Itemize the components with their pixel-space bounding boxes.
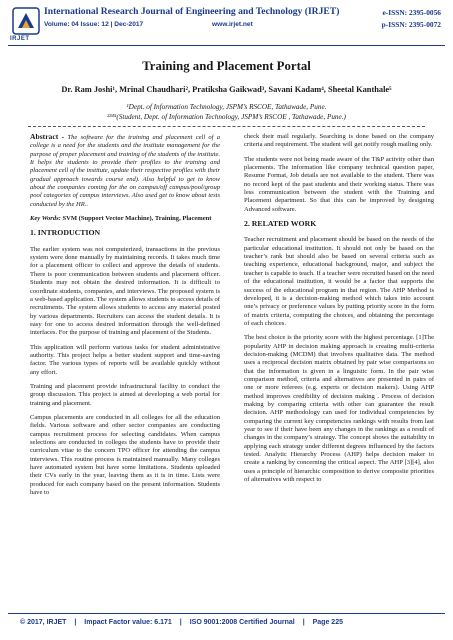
e-issn: e-ISSN: 2395-0056 <box>382 8 441 17</box>
footer-iso: ISO 9001:2008 Certified Journal <box>189 619 295 626</box>
keywords-label: Key Words: <box>30 215 61 223</box>
volume-issue: Volume: 04 Issue: 12 | Dec-2017 <box>44 21 144 28</box>
abstract <box>30 133 220 209</box>
section-heading-introduction: 1. INTRODUCTION <box>30 228 101 238</box>
footer-page-number: Page 225 <box>312 619 343 626</box>
intro-paragraph-5: The students were not being made aware of the T&P activity other than placements. The information like company technical question paper, Resume Format, Job details are not available to the student. There was no record kept of the past students and their working status. There was less communication between the student with the Training and Placement department. So that this can be improved by designing Advanced software. <box>244 155 434 213</box>
footer-divider-3: | <box>302 619 305 626</box>
related-paragraph-1: Teacher recruitment and placement should be based on the needs of the particular educational institution. It should not only be based on the teacher’s rank but should also be based on several criteria such as teaching experience, educational background, major, and subject the teacher is capable to teach. If a teacher were recruited based on the need of the educational institution, it would be a factor that supports the success of the educational program in that region. The AHP Method is developed, it is a decision-making method which takes into account one’s privacy or preference values by putting priority score in the form of matrix criteria, computing the choices, and obtaining the percentage of each choices. <box>244 236 434 327</box>
p-issn: p-ISSN: 2395-0072 <box>381 20 441 29</box>
footer-impact-factor: Impact Factor value: 6.171 <box>84 619 172 626</box>
affiliation-1: ¹Dept. of Information Technology, JSPM’s RSCOE, Tathawade, Pune. <box>126 103 327 111</box>
affiliation-2: ²³⁴⁵(Student, Dept. of Information Technology, JSPM’s RSCOE , Tathawade, Pune.) <box>107 113 346 121</box>
left-column <box>30 133 220 503</box>
irjet-logo <box>12 7 40 35</box>
intro-paragraph-4: Campus placements are conducted in all colleges for all the education fields. Various software and other sector companies are conducting campus recruitment process for selecting candidates. When campus selections are conducted in colleges the students have to provide their curriculum vitae to the concern TPO officer for attending the campus interviews. This routine process is maintained manually. Many colleges have automated system but have some limitations. Students uploaded their CVs early in the year, leaving them as it is in time. Lists were produced for each company based on the present information. Students have to <box>30 413 220 497</box>
section-heading-related-work: 2. RELATED WORK <box>244 219 317 229</box>
intro-paragraph-2: This application will perform various tasks for student administrative authority. This project helps a better student support and time-saving factor. The various types of reports will be available quickly without any effort. <box>30 343 220 376</box>
journal-header <box>0 0 453 46</box>
author-list: Dr. Ram Joshi¹, Mrinal Chaudhari², Pratiksha Gaikwad³, Savani Kadam⁴, Sheetal Kanthale⁵ <box>61 85 392 94</box>
header-divider <box>8 45 445 46</box>
footer-divider-1: | <box>74 619 77 626</box>
journal-title: International Research Journal of Engineering and Technology (IRJET) <box>44 6 340 17</box>
journal-website-link[interactable]: www.irjet.net <box>212 21 253 28</box>
abstract-label: Abstract - <box>30 132 65 141</box>
intro-paragraph-1: The earlier system was not computerized, transactions in the previous system were done manually by maintaining records. It takes much time for a placement officer to collect and approve the details of students. There is poor communication between students and placement officer. Students may not obtain the desired information. It is difficult to coordinate students, companies, and interviews. The proposed system is a web-based application. The system allows students to access details of recruitments. The system allows students to access any material posted by various departments. Recruiters can access the student details. It is easy for one to access desired information through the well-defined interfaces. For the purpose of training and placement of the Students. <box>30 245 220 337</box>
keywords-text: SVM (Support Vector Machine), Training, Placement <box>62 215 212 223</box>
abstract-text: The software for the training and placement cell of a college is a need for the students and the institute management for the purpose of proper placement and training of the students of the institute. It helps the students to provide their profiles to the training and placement cell of the institute, update their respective profiles with their gradual approach towards course end). Also helpful to get to know about the companies coming for the on campus/off campus/pool/group pool categories of campus interviews. Also used get to know about tests conducted by the HR.. <box>30 134 220 208</box>
paper-title: Training and Placement Portal <box>142 59 311 73</box>
footer-divider <box>8 613 445 614</box>
footer-divider-2: | <box>179 619 182 626</box>
section-separator <box>28 126 425 127</box>
intro-paragraph-3: Training and placement provide infrastructural facility to conduct the group discussion. This project is aimed at developing a web portal for training and placement. <box>30 382 220 407</box>
journal-footer <box>20 619 349 626</box>
footer-copyright: © 2017, IRJET <box>20 619 67 626</box>
right-column <box>244 133 434 490</box>
related-paragraph-2: The best choice is the priority score with the highest percentage. [1]The popularity AHP in decision making approach is creating multi-criteria decision-making (MCDM) that involves qualitative data. The method uses a reciprocal decision matrix obtained by pair wise comparisons so that the information is given in a linguistic form. In the pair wise comparison method, criteria and alternatives are presented in pairs of one or more referees (e.g. experts or decision makers). Using AHP method improves credibility of decision making . Process of decision making by comparing criteria with other can guarantee the result decision. AHP methodology can used for individual competencies by comparing the current key competencies rankings with results from last year to see if their have been any changes in the rankings as a result of changes in the company’s strategy. The concept shows the suitability in applying each strategy under different degrees influenced by the factors tested. Analytic Hierarchy Process (AHP) helps decision maker to create a ranking by concerning the critical aspect. The AHP [3][4], also uses a principle of hierarchic composition to derive composite priorities of alternatives with respect to <box>244 334 434 484</box>
intro-continued-paragraph: check their mail regularly. Searching is done based on the company criteria and requirement. The student will get notify rough mailing only. <box>244 133 434 149</box>
keywords <box>30 215 220 223</box>
logo-caption: IRJET <box>10 36 30 42</box>
